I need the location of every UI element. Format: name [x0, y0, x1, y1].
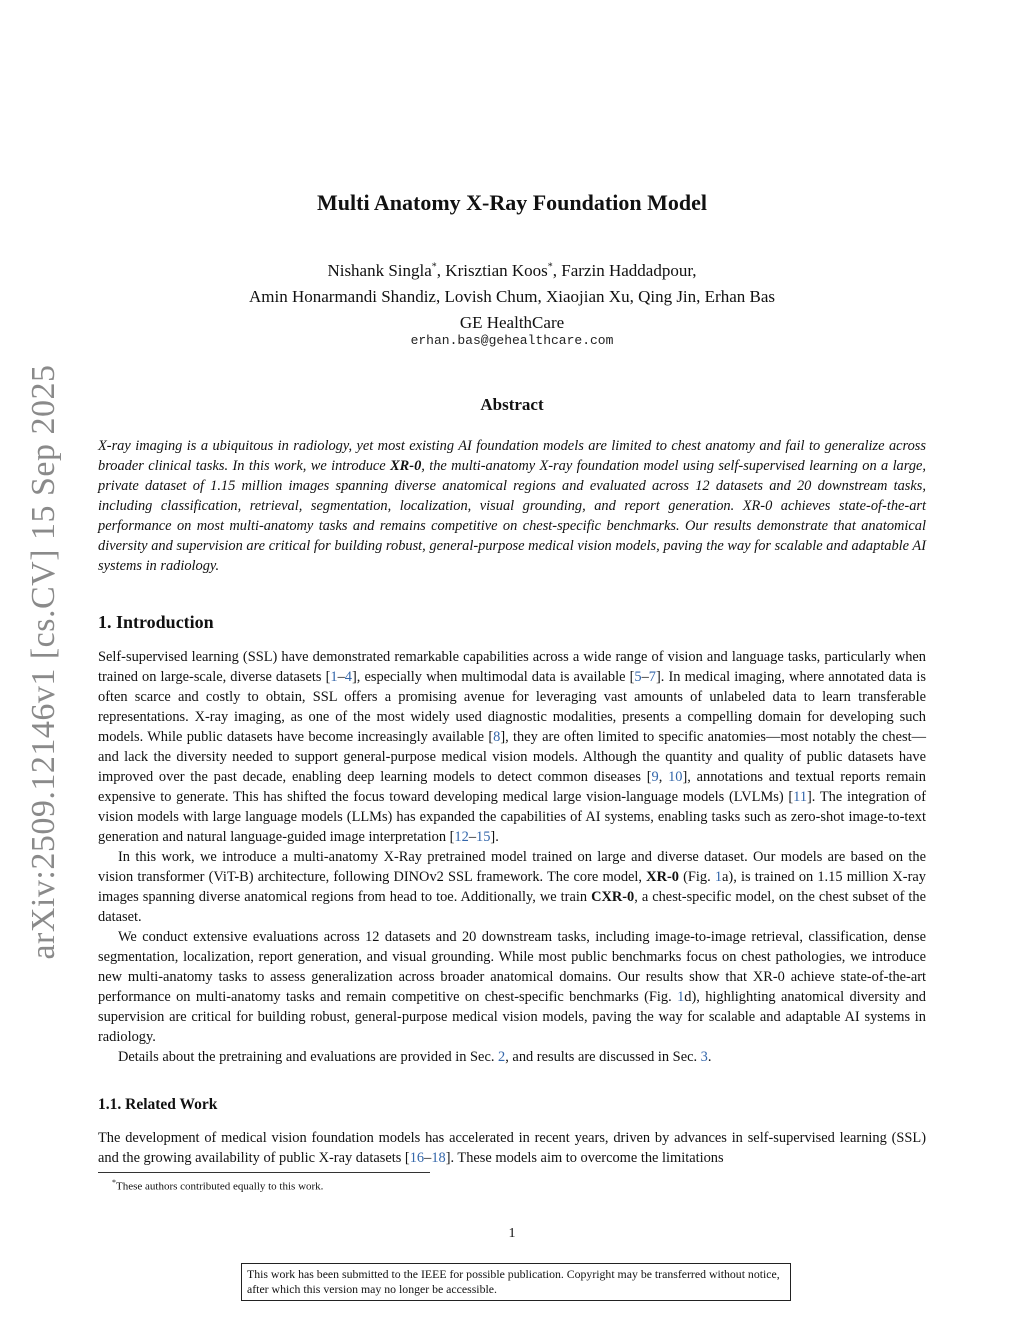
section-reference-link[interactable]: 3: [700, 1049, 708, 1065]
text-run: d), highlighting anatomical diversity and supervision are critical for building robust, general-purpose medical vision models, paving the way for scalable and adaptable AI systems in radiology.: [98, 989, 926, 1045]
abstract-heading: Abstract: [480, 395, 544, 414]
footnote-divider: [98, 1172, 430, 1173]
text-run: In this work, we introduce a multi-anatomy X-Ray pretrained model trained on large and diverse dataset. Our models are based on the vision transformer (ViT-B) architecture, following DINOv2 SSL framework. The core model,: [98, 849, 926, 885]
intro-paragraph-1: [98, 647, 926, 847]
text-run: –: [468, 829, 477, 845]
intro-paragraph-2: [98, 847, 926, 927]
related-work-paragraph: [98, 1128, 926, 1168]
citation-link[interactable]: 9: [651, 769, 659, 785]
citation-link[interactable]: 12: [454, 829, 469, 845]
citation-link[interactable]: 11: [793, 789, 808, 805]
citation-link[interactable]: 10: [668, 769, 683, 785]
equal-contribution-mark: *: [431, 261, 437, 273]
text-run: , and results are discussed in Sec.: [505, 1049, 701, 1065]
citation-link[interactable]: 18: [431, 1150, 446, 1166]
citation-link[interactable]: 15: [476, 829, 491, 845]
footnote-mark: *: [112, 1178, 116, 1187]
text-run: (Fig.: [678, 869, 715, 885]
citation-link[interactable]: 4: [344, 669, 352, 685]
text-run: ], annotations and textual reports remain expensive to generate. This has shifted the focus toward developing medical large vision-language models (LVLMs) [: [98, 769, 926, 805]
text-run: We conduct extensive evaluations across 12 datasets and 20 downstream tasks, including image-to-image retrieval, classification, dense segmentation, localization, report generation, and visual grounding. While most public benchmarks focus on chest pathologies, we introduce new multi-anatomy tasks to assess generalization across broader anatomical domains. Our results show that XR-0 achieve state-of-the-art performance on multi-anatomy tasks and remain competitive on chest-specific benchmarks (Fig.: [98, 929, 926, 1005]
abstract-text: [98, 436, 926, 576]
arxiv-identifier-stamp: arXiv:2509.12146v1 [cs.CV] 15 Sep 2025: [25, 364, 62, 960]
author-line-1: Nishank Singla*, Krisztian Koos*, Farzin Haddadpour,: [327, 261, 697, 280]
text-run: The development of medical vision foundation models has accelerated in recent years, driven by advances in self-supervised learning (SSL) and the growing availability of public X-ray datasets [: [98, 1130, 926, 1166]
text-run: ].: [490, 829, 499, 845]
author-name: Farzin Haddadpour,: [561, 261, 697, 280]
footnote: [112, 1178, 323, 1193]
text-run: a), is trained on 1.15 million X-ray images spanning diverse anatomical regions from head to toe. Additionally, we train: [98, 869, 926, 905]
figure-reference-link[interactable]: 1: [714, 869, 723, 885]
text-run: ]. These models aim to overcome the limitations: [445, 1150, 724, 1166]
text-run: ]. The integration of vision models with large language models (LLMs) has expanded the capabilities of AI systems, enabling tasks such as zero-shot image-to-text generation and natural language-guided image interpretation [: [98, 789, 927, 845]
author-block: [0, 258, 1024, 336]
text-run: , a chest-specific model, on the chest subset of the dataset.: [98, 889, 926, 925]
model-name: XR-0: [390, 458, 422, 474]
paper-title: Multi Anatomy X-Ray Foundation Model: [317, 190, 707, 215]
citation-link[interactable]: 1: [330, 669, 338, 685]
text-run: –: [641, 669, 649, 685]
text-run: –: [337, 669, 345, 685]
text-run: –: [424, 1150, 432, 1166]
affiliation: GE HealthCare: [459, 313, 565, 332]
citation-link[interactable]: 16: [409, 1150, 425, 1166]
intro-paragraph-4: [98, 1047, 926, 1067]
copyright-notice-box: This work has been submitted to the IEEE for possible publication. Copyright may be transferred without notice, after which this version may no longer be accessible.: [241, 1263, 791, 1301]
text-run: ]. In medical imaging, where annotated data is often scarce and costly to obtain, SSL offers a promising avenue for leveraging vast amounts of unlabeled data to learn transferable representations. X-ray imaging, as one of the most widely used diagnostic modalities, presents a compelling domain for developing such models. While public datasets have become increasingly available [: [98, 669, 927, 745]
subsection-heading-related-work: 1.1. Related Work: [98, 1096, 218, 1113]
equal-contribution-mark: *: [547, 261, 553, 273]
footnote-text: These authors contributed equally to this work.: [116, 1180, 324, 1193]
citation-link[interactable]: 5: [634, 669, 642, 685]
intro-paragraph-3: [98, 927, 926, 1047]
text-run: ,: [658, 769, 669, 785]
section-heading-introduction: 1. Introduction: [98, 612, 214, 632]
figure-reference-link[interactable]: 1: [677, 989, 685, 1005]
author-name: Nishank Singla: [327, 261, 432, 280]
abstract-text-part: , the multi-anatomy X-ray foundation model using self-supervised learning on a large, private dataset of 1.15 million images spanning diverse anatomical regions and evaluated across 12 datasets and 20 downstream tasks, including classification, retrieval, segmentation, localization, visual grounding, and report generation. XR-0 achieves state-of-the-art performance on most multi-anatomy tasks and remains competitive on chest-specific benchmarks. Our results demonstrate that anatomical diversity and supervision are critical for building robust, general-purpose medical vision models, paving the way for scalable and adaptable AI systems in radiology.: [98, 458, 927, 574]
text-run: ], especially when multimodal data is available [: [351, 669, 635, 685]
text-run: ], they are often limited to specific anatomies—most notably the chest—and lack the diversity needed to support general-purpose medical vision models. Although the quantity and quality of public datasets have improved over the past decade, enabling deep learning models to detect common diseases [: [98, 729, 926, 785]
author-line-2: Amin Honarmandi Shandiz, Lovish Chum, Xiaojian Xu, Qing Jin, Erhan Bas: [249, 287, 775, 306]
citation-link[interactable]: 8: [493, 729, 501, 745]
text-run: .: [707, 1049, 712, 1065]
introduction-body: [98, 647, 926, 1067]
abstract-text-part: X-ray imaging is a ubiquitous in radiology, yet most existing AI foundation models are limited to chest anatomy and fail to generalize across broader clinical tasks. In this work, we introduce: [98, 438, 926, 474]
contact-email[interactable]: erhan.bas@gehealthcare.com: [410, 333, 614, 348]
model-name: XR-0: [646, 869, 679, 885]
model-name: CXR-0: [591, 889, 635, 905]
citation-link[interactable]: 7: [648, 669, 656, 685]
text-run: Details about the pretraining and evaluations are provided in Sec.: [118, 1049, 499, 1065]
author-name: Krisztian Koos: [445, 261, 548, 280]
text-run: Self-supervised learning (SSL) have demonstrated remarkable capabilities across a wide range of vision and language tasks, particularly when trained on large-scale, diverse datasets [: [98, 649, 926, 685]
section-reference-link[interactable]: 2: [498, 1049, 506, 1065]
page-number: 1: [508, 1226, 516, 1241]
